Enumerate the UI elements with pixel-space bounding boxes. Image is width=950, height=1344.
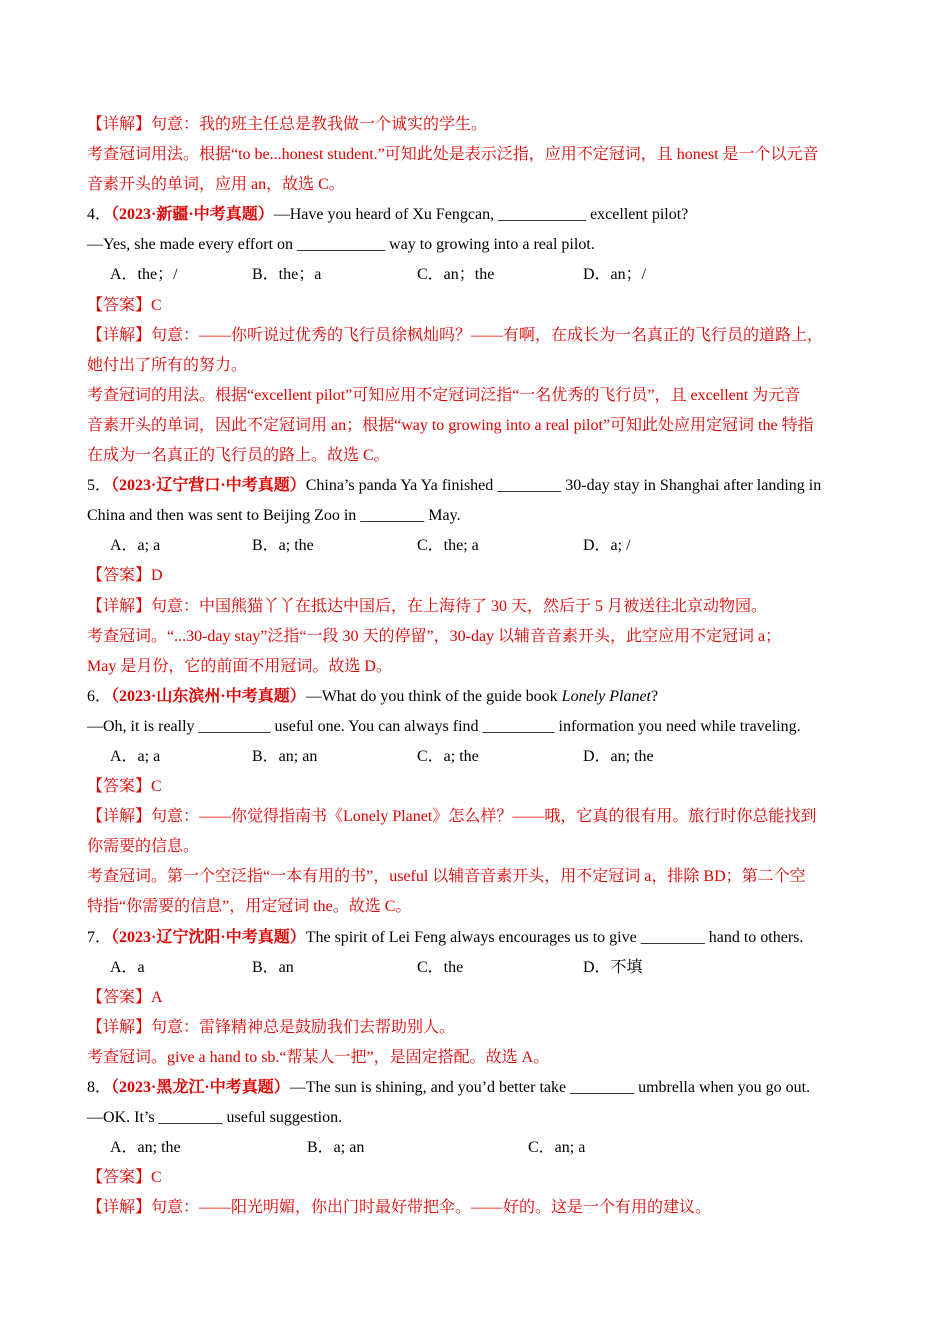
option-d: D．a; / xyxy=(583,537,631,555)
answer-label: 【答案】 xyxy=(87,778,152,796)
option-b: B．an xyxy=(252,958,294,976)
q6-stem-line-1 xyxy=(87,682,867,712)
q4-analysis-line-1: 考查冠词的用法。根据“excellent pilot”可知应用不定冠词泛指“一名优秀的飞行员”，且 excellent 为元音 xyxy=(87,386,801,404)
question-number: 5． xyxy=(87,477,112,495)
detail-text: 句意：——你觉得指南书《Lonely Planet》怎么样？——哦，它真的很有用。旅行时你总能找到 xyxy=(151,808,817,826)
q4-analysis-line-2: 音素开头的单词，因此不定冠词用 an；根据“way to growing into a real pilot”可知此处应用定冠词 the 特指 xyxy=(87,416,814,434)
question-source: （2023·辽宁营口·中考真题） xyxy=(111,477,306,495)
q6-options xyxy=(87,742,867,772)
q5-options xyxy=(87,531,867,561)
answer-value: D xyxy=(151,567,163,585)
q3-analysis-line-1: 考查冠词用法。根据“to be...honest student.”可知此处是表示泛指，应用不定冠词，且 honest 是一个以元音 xyxy=(87,146,819,164)
q5-answer-line xyxy=(87,561,867,591)
question-number: 7． xyxy=(87,928,112,946)
q3-detail-line xyxy=(87,110,867,140)
q4-detail-line-1 xyxy=(87,321,867,351)
question-stem: The spirit of Lei Feng always encourages us to give ________ hand to others. xyxy=(305,928,804,946)
q8-stem-line-2: —OK. It’s ________ useful suggestion. xyxy=(87,1109,343,1127)
answer-value: A xyxy=(151,988,163,1006)
answer-label: 【答案】 xyxy=(87,296,152,314)
option-d: D．an；/ xyxy=(583,266,647,284)
q4-stem-line-1 xyxy=(87,200,867,230)
q8-options xyxy=(87,1133,867,1163)
detail-label: 【详解】 xyxy=(87,597,152,615)
question-number: 8． xyxy=(87,1079,112,1096)
q7-analysis-line-1: 考查冠词。give a hand to sb.“帮某人一把”，是固定搭配。故选 A。 xyxy=(87,1048,550,1066)
q7-detail-line-1 xyxy=(87,1013,867,1043)
q5-analysis-line-2: May 是月份，它的前面不用冠词。故选 D。 xyxy=(87,657,392,675)
question-source: （2023·新疆·中考真题） xyxy=(111,206,274,224)
detail-label: 【详解】 xyxy=(87,808,152,826)
detail-text: 句意：雷锋精神总是鼓励我们去帮助别人。 xyxy=(151,1018,456,1036)
q7-options xyxy=(87,953,867,983)
book-title: Lonely Planet xyxy=(561,687,651,705)
q8-answer-line xyxy=(87,1163,867,1193)
q5-detail-line-1 xyxy=(87,592,867,622)
answer-value: C xyxy=(151,778,162,796)
question-number: 4． xyxy=(87,206,112,224)
option-a: A．a; a xyxy=(110,747,161,765)
answer-label: 【答案】 xyxy=(87,988,152,1006)
option-b: B．an; an xyxy=(252,747,318,765)
option-c: C．a; the xyxy=(417,747,479,765)
q6-analysis-line-2: 特指“你需要的信息”，用定冠词 the。故选 C。 xyxy=(87,898,412,916)
q6-answer-line xyxy=(87,772,867,802)
q5-stem-line-2: China and then was sent to Beijing Zoo in ________ May. xyxy=(87,507,461,525)
answer-value: C xyxy=(151,296,162,314)
option-b: B．a; an xyxy=(307,1139,365,1157)
q7-answer-line xyxy=(87,983,867,1013)
option-b: B．the；a xyxy=(252,266,322,284)
option-b: B．a; the xyxy=(252,537,314,555)
option-a: A．the；/ xyxy=(110,266,178,284)
q6-detail-line-1 xyxy=(87,802,867,832)
q4-detail-line-2: 她付出了所有的努力。 xyxy=(87,356,248,374)
q8-detail-line-1 xyxy=(87,1193,867,1223)
q7-stem-line-1 xyxy=(87,923,867,953)
question-source: （2023·山东滨州·中考真题） xyxy=(111,687,306,705)
detail-label: 【详解】 xyxy=(87,1199,152,1217)
option-a: A．a; a xyxy=(110,537,161,555)
question-stem: China’s panda Ya Ya finished ________ 30-day stay in Shanghai after landing in xyxy=(305,477,822,495)
detail-label: 【详解】 xyxy=(87,1018,152,1036)
q4-stem-line-2: —Yes, she made every effort on ___________ way to growing into a real pilot. xyxy=(87,236,595,254)
q5-analysis-line-1: 考查冠词。“...30-day stay”泛指“一段 30 天的停留”，30-day 以辅音音素开头，此空应用不定冠词 a； xyxy=(87,627,782,645)
q4-options xyxy=(87,260,867,290)
document-content xyxy=(87,110,867,1223)
option-c: C．the; a xyxy=(417,537,479,555)
option-d: D．不填 xyxy=(583,958,643,976)
answer-value: C xyxy=(151,1169,162,1187)
detail-text: 句意：——你听说过优秀的飞行员徐枫灿吗？——有啊，在成长为一名真正的飞行员的道路上， xyxy=(151,326,824,344)
q6-stem-line-2: —Oh, it is really _________ useful one. You can always find _________ information you need while traveling. xyxy=(87,717,801,735)
option-c: C．an; a xyxy=(528,1139,586,1157)
q8-stem-line-1 xyxy=(87,1073,867,1103)
detail-text: 句意：——阳光明媚，你出门时最好带把伞。——好的。这是一个有用的建议。 xyxy=(151,1199,712,1217)
question-stem: —The sun is shining, and you’d better take ________ umbrella when you go out. xyxy=(289,1079,811,1096)
q3-analysis-line-2: 音素开头的单词，应用 an，故选 C。 xyxy=(87,176,345,194)
detail-label: 【详解】 xyxy=(87,326,152,344)
question-number: 6． xyxy=(87,687,112,705)
question-stem: —What do you think of the guide book xyxy=(305,687,562,705)
option-c: C．the xyxy=(417,958,464,976)
q4-answer-line xyxy=(87,291,867,321)
q6-detail-line-2: 你需要的信息。 xyxy=(87,838,200,856)
answer-label: 【答案】 xyxy=(87,567,152,585)
detail-label: 【详解】 xyxy=(87,116,152,133)
question-source: （2023·辽宁沈阳·中考真题） xyxy=(111,928,306,946)
question-stem: —Have you heard of Xu Fengcan, ___________ excellent pilot? xyxy=(273,206,689,224)
option-a: A．an; the xyxy=(110,1139,181,1157)
detail-text: 句意：中国熊猫丫丫在抵达中国后，在上海待了 30 天，然后于 5 月被送往北京动物园。 xyxy=(151,597,768,615)
q5-stem-line-1 xyxy=(87,471,867,501)
answer-label: 【答案】 xyxy=(87,1169,152,1187)
question-source: （2023·黑龙江·中考真题） xyxy=(111,1079,290,1096)
option-d: D．an; the xyxy=(583,747,654,765)
detail-text: 句意：我的班主任总是教我做一个诚实的学生。 xyxy=(151,116,488,133)
option-c: C．an；the xyxy=(417,266,495,284)
option-a: A．a xyxy=(110,958,145,976)
q6-analysis-line-1: 考查冠词。第一个空泛指“一本有用的书”，useful 以辅音音素开头，用不定冠词 a，排除 BD；第二个空 xyxy=(87,868,806,886)
q4-analysis-line-3: 在成为一名真正的飞行员的路上。故选 C。 xyxy=(87,447,390,465)
question-stem-end: ? xyxy=(650,687,659,705)
